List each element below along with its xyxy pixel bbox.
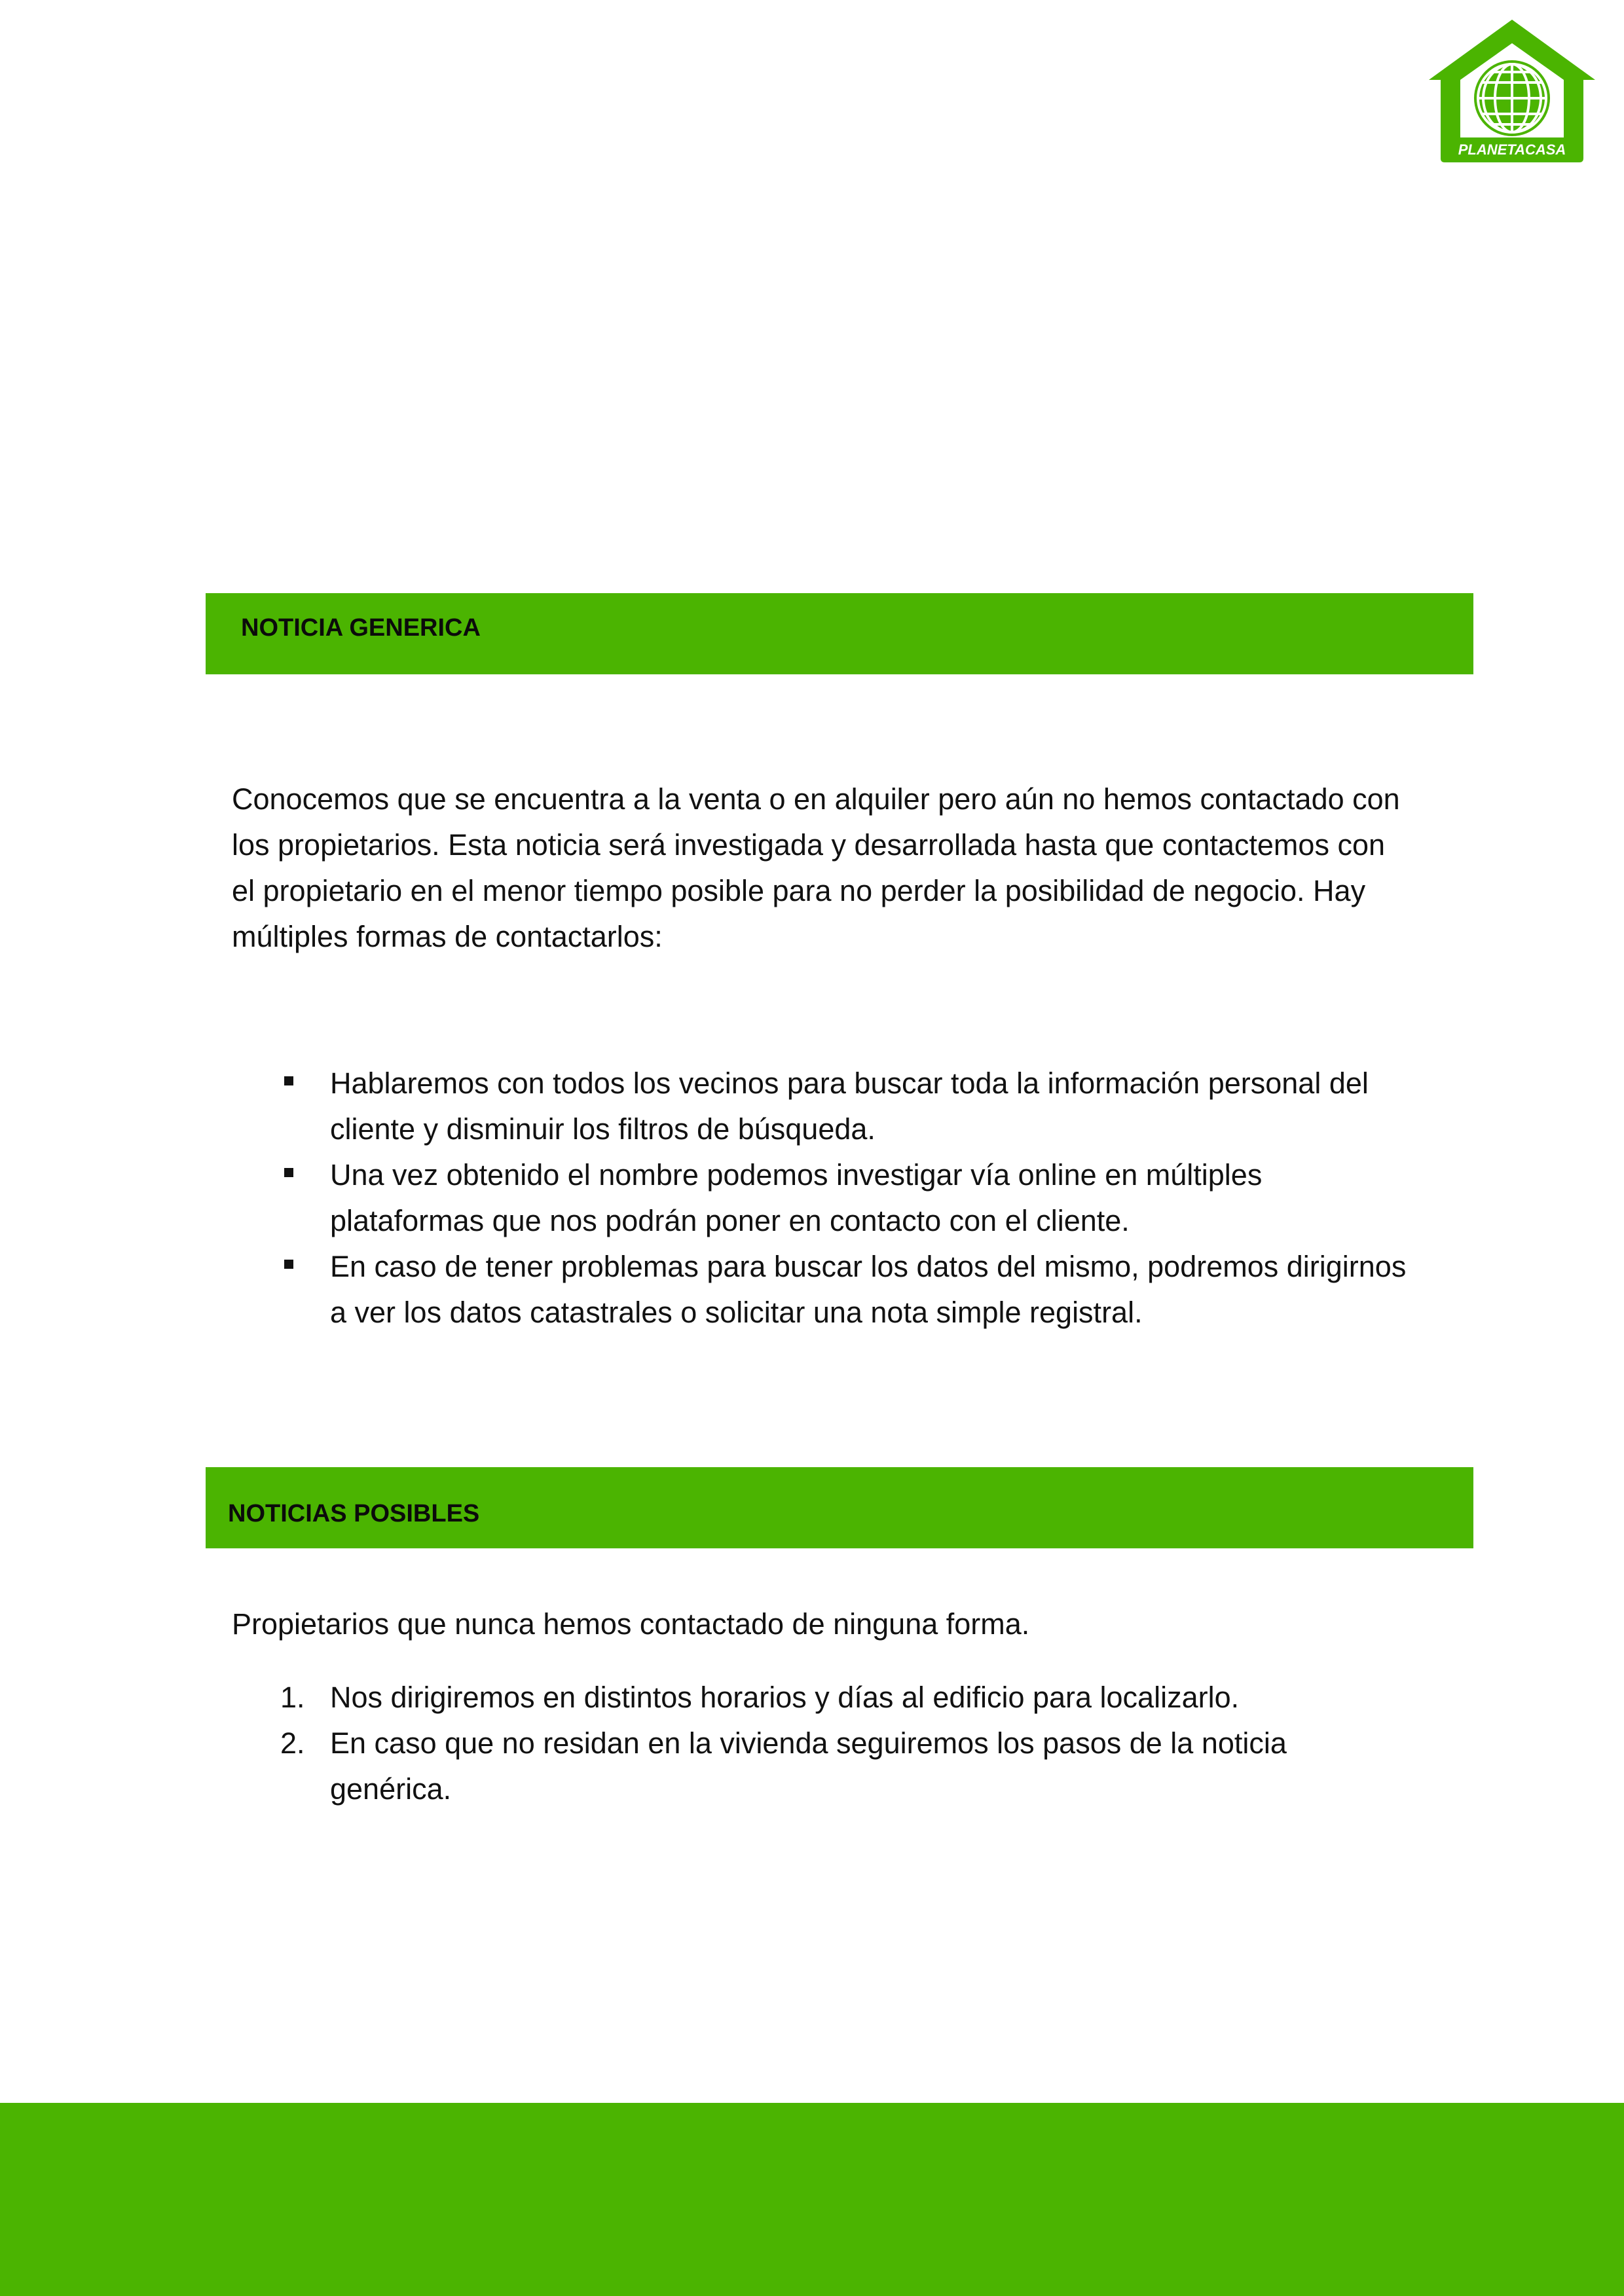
section-paragraph: Propietarios que nunca hemos contactado de ninguna forma. [232,1607,1030,1641]
list-item-text: Nos dirigiremos en distintos horarios y días al edificio para localizarlo. [330,1681,1240,1714]
square-bullet-icon [284,1168,293,1177]
list-item [232,1244,1411,1336]
section-header-bar [206,1467,1473,1548]
list-number: 2. [280,1726,305,1760]
list-item-text: En caso de tener problemas para buscar los datos del mismo, podremos dirigirnos a ver los datos catastrales o solicitar una nota simple registral. [330,1250,1407,1329]
section-paragraph: Conocemos que se encuentra a la venta o en alquiler pero aún no hemos contactado con los propietarios. Esta noticia será investigada y desarrollada hasta que contactemos con el propietario en el menor tiempo posible para no perder la posibilidad de negocio. Hay múltiples formas de contactarlos: [232,782,1400,953]
list-item [232,1152,1411,1244]
logo-wordmark: PLANETACASA [1458,141,1566,158]
list-number: 1. [280,1681,305,1714]
list-item [232,1675,1411,1721]
square-bullet-icon [284,1076,293,1085]
list-item [232,1061,1411,1152]
list-item [232,1721,1411,1812]
bullet-list [232,1061,1411,1336]
footer-band [0,2103,1624,2296]
numbered-list [232,1675,1411,1812]
section-title: NOTICIAS POSIBLES [228,1500,480,1527]
section-title: NOTICIA GENERICA [241,614,481,642]
square-bullet-icon [284,1260,293,1269]
list-item-text: En caso que no residan en la vivienda seguiremos los pasos de la noticia genérica. [330,1726,1287,1806]
list-item-text: Una vez obtenido el nombre podemos investigar vía online en múltiples plataformas que nos podrán poner en contacto con el cliente. [330,1158,1263,1237]
section-header-bar [206,593,1473,674]
planetacasa-logo [1426,17,1598,165]
list-item-text: Hablaremos con todos los vecinos para buscar toda la información personal del cliente y disminuir los filtros de búsqueda. [330,1066,1369,1146]
